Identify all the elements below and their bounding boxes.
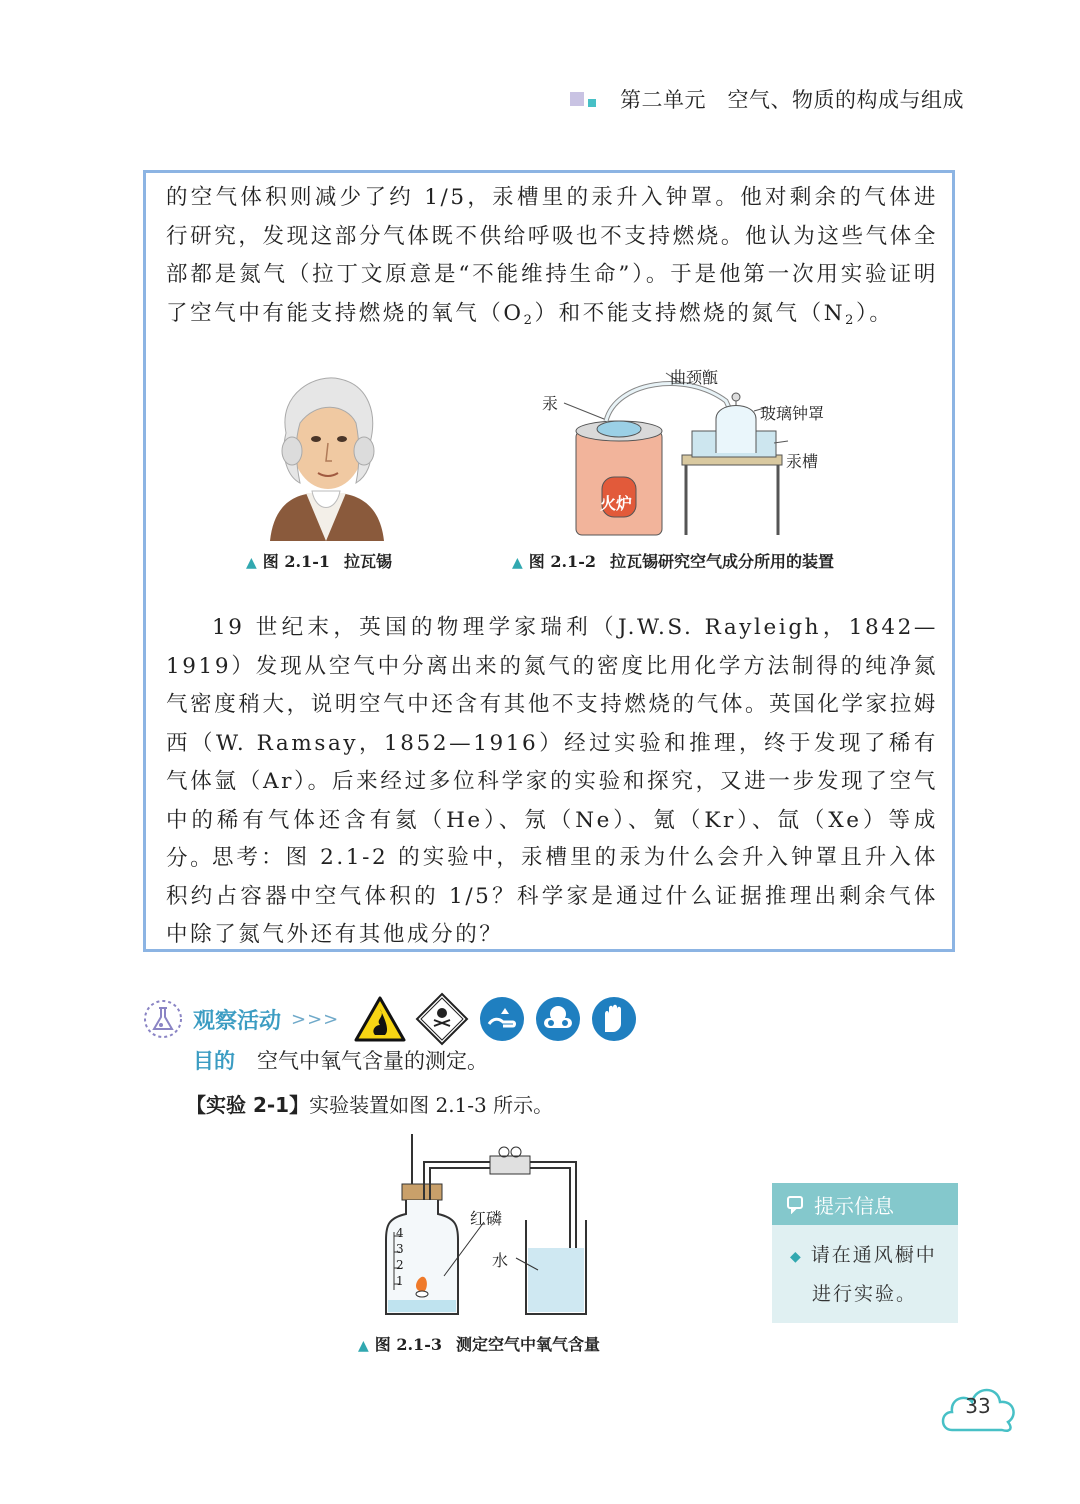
paragraph-think: 思考：图 2.1-2 的实验中，汞槽里的汞为什么会升入钟罩且升入体积约占容器中空气体积的 1/5？科学家是通过什么证据推理出剩余气体中除了氮气外还有其他成分的？ bbox=[166, 845, 938, 947]
scale-mark-4: 4 bbox=[396, 1226, 404, 1240]
hint-title: 提示信息 bbox=[814, 1193, 894, 1218]
label-retort: 曲颈甑 bbox=[670, 368, 719, 387]
unit-title: 第二单元 空气、物质的构成与组成 bbox=[620, 88, 964, 112]
label-mercury: 汞 bbox=[542, 394, 559, 413]
hint-text-line2: 进行实验。 bbox=[812, 1283, 918, 1305]
lavoisier-apparatus bbox=[536, 361, 796, 541]
caption-arrow-icon: ▲ bbox=[358, 1338, 369, 1354]
header-dot-icon bbox=[588, 99, 596, 107]
hint-header bbox=[772, 1183, 958, 1225]
observation-activity-heading bbox=[143, 992, 637, 1046]
header-square-icon bbox=[570, 92, 584, 106]
caption-fig-2-1-1: ▲ 图 2.1-1 拉瓦锡 bbox=[246, 552, 392, 571]
experiment-label: 【实验 2-1】 bbox=[186, 1093, 310, 1117]
page-number-badge bbox=[938, 1376, 1018, 1436]
hint-text-line1: 请在通风橱中 bbox=[810, 1244, 937, 1266]
chat-bubble-icon bbox=[786, 1194, 806, 1214]
caption-arrow-icon: ▲ bbox=[512, 555, 523, 571]
label-furnace: 火炉 bbox=[600, 494, 633, 513]
history-box bbox=[143, 170, 955, 952]
hint-box bbox=[772, 1183, 958, 1323]
label-red-phosphorus: 红磷 bbox=[470, 1209, 503, 1228]
lavoisier-portrait bbox=[256, 373, 396, 541]
goggles-icon bbox=[535, 996, 581, 1042]
scale-mark-1: 1 bbox=[396, 1274, 404, 1288]
paragraph-lavoisier: 的空气体积则减少了约 1/5，汞槽里的汞升入钟罩。他对剩余的气体进行研究，发现这部分气体既不供给呼吸也不支持燃烧。他认为这些气体全部都是氮气（拉丁文原意是“不能维持生命”）。于是他第一次用实验证明了空气中有能支持燃烧的氧气$(O_2)$和不能支持燃烧的氮气$(N_2)$。 bbox=[166, 185, 938, 328]
label-water: 水 bbox=[492, 1251, 509, 1270]
purpose-label: 目的 bbox=[193, 1049, 235, 1073]
caption-arrow-icon: ▲ bbox=[246, 555, 257, 571]
observation-title: 观察活动 bbox=[193, 1008, 282, 1034]
purpose-line bbox=[193, 1045, 488, 1075]
caption-fig-2-1-3: ▲ 图 2.1-3 测定空气中氧气含量 bbox=[358, 1335, 600, 1354]
hint-body bbox=[772, 1225, 958, 1313]
scale-mark-2: 2 bbox=[396, 1258, 404, 1272]
gloves-icon bbox=[591, 996, 637, 1042]
experiment-line bbox=[186, 1089, 553, 1118]
purpose-text: 空气中氧气含量的测定。 bbox=[257, 1049, 488, 1073]
paragraph-rayleigh: 19 世纪末，英国的物理学家瑞利（J.W.S. Rayleigh，1842—1919）发现从空气中分离出来的氮气的密度比用化学方法制得的纯净氮气密度稍大，说明空气中还含有其他不支持燃烧的气体。英国化学家拉姆西（W. Ramsay，1852—1916）经过实验和推理，终于发现了稀有气体氩（Ar）。后来经过多位科学家的实验和探究，又进一步发现了空气中的稀有气体还含有氦（He）、氖（Ne）、氪（Kr）、氙（Xe）等成分。 bbox=[166, 615, 938, 871]
experiment-text: 实验装置如图 2.1-3 所示。 bbox=[309, 1093, 554, 1117]
page-number: 33 bbox=[965, 1394, 991, 1418]
flammable-warning-icon bbox=[353, 995, 407, 1043]
toxic-hazard-icon bbox=[415, 992, 469, 1046]
observation-arrows: >>> bbox=[291, 1008, 340, 1030]
scale-mark-3: 3 bbox=[396, 1242, 404, 1256]
running-header bbox=[570, 84, 964, 114]
diamond-bullet-icon: ◆ bbox=[790, 1249, 803, 1265]
flask-icon bbox=[143, 999, 183, 1039]
wash-hands-icon bbox=[479, 996, 525, 1042]
caption-fig-2-1-2: ▲ 图 2.1-2 拉瓦锡研究空气成分所用的装置 bbox=[512, 552, 834, 571]
label-bell-jar: 玻璃钟罩 bbox=[760, 404, 825, 423]
label-trough: 汞槽 bbox=[786, 452, 819, 471]
